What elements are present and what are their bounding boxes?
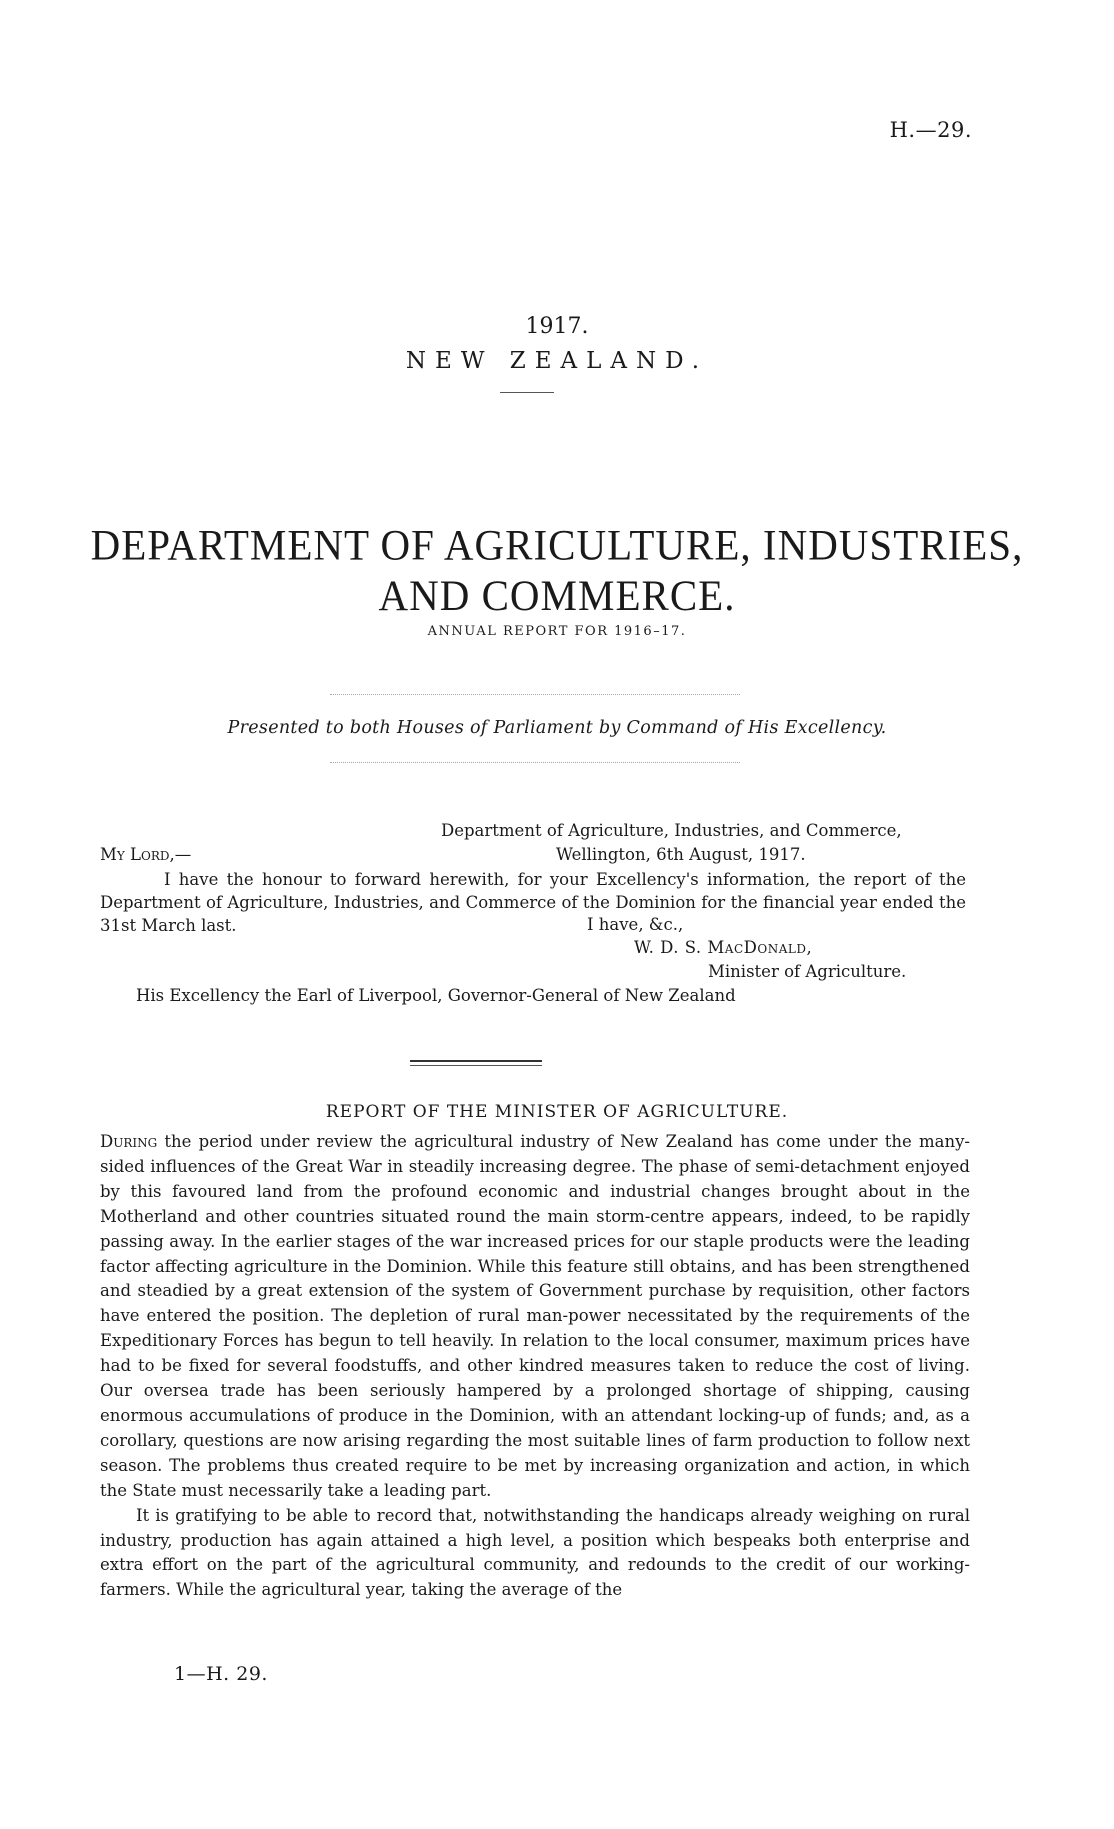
letter-body: I have the honour to forward herewith, for your Excellency's information, the report of the Department of Agriculture, Industries, and Commerce of the Dominion for the financial year ended the 31st March last. [100,870,966,935]
bottom-dotted-divider [330,762,740,763]
page-footer-reference: 1—H. 29. [174,1663,268,1685]
letter-closing: I have, &c., [587,915,684,934]
paragraph-1-text: the period under review the agricultural industry of New Zealand has come under the many-sided influences of the Great War in steadily increasing degree. The phase of semi-detachment enjoyed by this favoured land from the profound economic and industrial changes brought about in the Motherland and other countries situated round the main storm-centre appears, indeed, to be rapidly passing away. In the earlier stages of the war increased prices for our staple products were the leading factor affecting agriculture in the Dominion. While this feature still obtains, and has been strengthened and steadied by a great extension of the system of Government purchase by requisition, other factors have entered the position. The depletion of rural man-power necessitated by the requirements of the Expeditionary Forces has begun to tell heavily. In relation to the local consumer, maximum prices have had to be fixed for several foodstuffs, and other kindred measures taken to reduce the cost of living. Our oversea trade has been seriously hampered by a prolonged shortage of shipping, causing enormous accumulations of produce in the Dominion, with an attendant locking-up of funds; and, as a corollary, questions are now arising regarding the most suitable lines of farm production to follow next season. The problems thus created require to be met by increasing organization and action, in which the State must necessarily take a leading part. [100,1132,970,1500]
report-paragraph-1 [100,1130,970,1504]
page-title: DEPARTMENT OF AGRICULTURE, INDUSTRIES, AND COMMERCE. [90,520,1024,620]
document-reference: H.—29. [889,118,972,142]
top-dotted-divider [330,694,740,695]
presentation-statement: Presented to both Houses of Parliament by Command of His Excellency. [227,718,887,738]
report-heading: REPORT OF THE MINISTER OF AGRICULTURE. [325,1102,789,1122]
letter-signature-title: Minister of Agriculture. [708,962,907,981]
letter-address-line2: Wellington, 6th August, 1917. [556,845,806,864]
document-year: 1917. [525,314,589,339]
report-paragraph-2: It is gratifying to be able to record that, notwithstanding the handicaps already weighing on rural industry, production has again attained a high level, a position which bespeaks both enterprise and extra effort on the part of the agricultural community, and redounds to the credit of our working-farmers. While the agricultural year, taking the average of the [100,1505,970,1600]
section-divider-thin [410,1065,542,1066]
letter-signature: W. D. S. MacDonald, [634,938,813,957]
report-body [100,1130,970,1603]
letter-addressee: His Excellency the Earl of Liverpool, Governor-General of New Zealand [136,986,736,1005]
document-country: NEW ZEALAND. [405,348,709,374]
header-divider [500,392,554,393]
paragraph-lead-word: During [100,1132,158,1151]
section-divider [410,1060,542,1062]
report-subtitle: ANNUAL REPORT FOR 1916–17. [427,624,687,639]
letter-address-line1: Department of Agriculture, Industries, and Commerce, [441,821,902,840]
letter-salutation: My Lord,— [100,845,192,864]
